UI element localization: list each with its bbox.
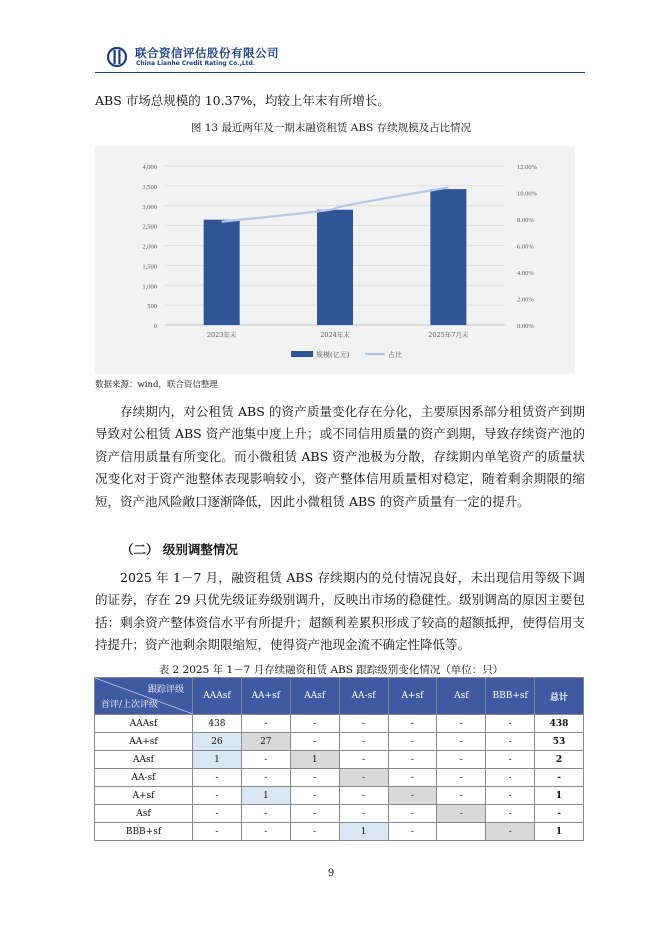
- table-cell: -: [290, 805, 339, 823]
- page-number: 9: [327, 868, 335, 879]
- table-cell: -: [486, 823, 535, 841]
- table-cell: -: [290, 787, 339, 805]
- table-cell: -: [339, 733, 388, 751]
- bar-scale-0: [204, 220, 240, 325]
- table-row: [95, 805, 584, 823]
- table-cell: 438: [193, 715, 242, 733]
- table-corner-header: [95, 678, 193, 715]
- right-axis-tick-label: 6.00%: [517, 243, 534, 251]
- table-cell: -: [241, 823, 290, 841]
- row-label: BBB+sf: [95, 823, 193, 841]
- table-caption: 表 2 2025 年 1－7 月存续融资租赁 ABS 跟踪级别变化情况（单位：只）: [158, 664, 504, 676]
- table-cell: -: [486, 733, 535, 751]
- left-axis-tick-label: 0: [153, 323, 157, 330]
- table-cell: -: [290, 715, 339, 733]
- table-cell: -: [290, 733, 339, 751]
- company-logo-icon: [107, 46, 127, 68]
- table-cell: -: [437, 787, 486, 805]
- column-header: 总计: [535, 678, 584, 715]
- left-axis-tick-label: 4,000: [142, 164, 157, 171]
- rating-change-table: [94, 677, 584, 841]
- row-label: AAAsf: [95, 715, 193, 733]
- table-cell: -: [290, 769, 339, 787]
- table-cell: -: [241, 769, 290, 787]
- legend-swatch-bar: [291, 351, 313, 357]
- legend-label-scale: 规模(亿元): [316, 351, 350, 359]
- table-cell: -: [388, 715, 437, 733]
- table-cell: -: [193, 787, 242, 805]
- left-axis-tick-label: 2,500: [142, 223, 157, 231]
- row-total-cell: 2: [535, 751, 584, 769]
- table-cell: -: [241, 805, 290, 823]
- column-header: AAsf: [290, 678, 339, 715]
- bar-scale-2: [430, 189, 466, 325]
- left-axis-tick-label: 1,000: [142, 283, 157, 291]
- table-row: [95, 823, 584, 841]
- left-axis-tick-label: 500: [147, 303, 157, 311]
- page-header: [95, 38, 585, 73]
- row-total-cell: 1: [535, 787, 584, 805]
- table-cell: -: [339, 787, 388, 805]
- row-label: AA+sf: [95, 733, 193, 751]
- row-label: A+sf: [95, 787, 193, 805]
- table-cell: -: [437, 733, 486, 751]
- x-axis-category-label: 2025年7月末: [428, 331, 469, 339]
- table-cell: -: [241, 751, 290, 769]
- table-cell: -: [437, 805, 486, 823]
- table-cell: -: [290, 823, 339, 841]
- table-cell: -: [193, 823, 242, 841]
- right-axis-tick-label: 12.00%: [517, 164, 538, 171]
- table-row: [95, 751, 584, 769]
- legend-label-share: 占比: [388, 351, 402, 359]
- row-label: AAsf: [95, 751, 193, 769]
- table-row: [95, 715, 584, 733]
- row-total-cell: 438: [535, 715, 584, 733]
- right-axis-tick-label: 4.00%: [517, 270, 534, 277]
- left-axis-tick-label: 3,500: [142, 183, 157, 191]
- table-cell: -: [486, 715, 535, 733]
- right-axis-tick-label: 2.00%: [517, 296, 534, 304]
- section-heading: （二） 级别调整情况: [121, 542, 238, 557]
- corner-top-label: 跟踪评级: [147, 685, 184, 695]
- row-total-cell: -: [535, 769, 584, 787]
- table-cell: -: [388, 805, 437, 823]
- column-header: AA+sf: [241, 678, 290, 715]
- bar-scale-1: [317, 210, 353, 325]
- right-axis-tick-label: 10.00%: [517, 190, 538, 198]
- corner-bottom-label: 首评/上次评级: [101, 700, 159, 710]
- table-cell: -: [388, 733, 437, 751]
- company-name-cn: 联合资信评估股份有限公司: [135, 46, 279, 60]
- table-cell: -: [486, 769, 535, 787]
- table-cell: -: [339, 715, 388, 733]
- x-axis-category-label: 2023年末: [206, 331, 237, 339]
- table-cell: 1: [241, 787, 290, 805]
- column-header: BBB+sf: [486, 678, 535, 715]
- left-axis-tick-label: 3,000: [142, 203, 157, 211]
- table-cell: -: [388, 751, 437, 769]
- table-cell: -: [486, 751, 535, 769]
- table-cell: -: [339, 805, 388, 823]
- table-row: [95, 733, 584, 751]
- table-header-row: [95, 678, 584, 715]
- table-row: [95, 787, 584, 805]
- table-cell: 1: [290, 751, 339, 769]
- right-axis-tick-label: 0.00%: [517, 323, 534, 330]
- table-cell: 1: [193, 751, 242, 769]
- paragraph-asset-quality: 存续期内，对公租赁 ABS 的资产质量变化存在分化，主要原因系部分租赁资产到期导致对公租赁 ABS 资产池集中度上升；或不同信用质量的资产到期，导致存续资产池的资产信用质量有所变化。而小微租赁 ABS 资产池极为分散，存续期内单笔资产的质量状况变化对于资产池整体表现影响较小，资产整体信用质量相对稳定，随着剩余期限的缩短，资产池风险敞口逐渐降低，因此小微租赁 ABS 的资产质量有一定的提升。: [95, 404, 585, 509]
- row-label: Asf: [95, 805, 193, 823]
- column-header: AA-sf: [339, 678, 388, 715]
- table-cell: -: [437, 769, 486, 787]
- table-row: [95, 769, 584, 787]
- column-header: Asf: [437, 678, 486, 715]
- figure-source: 数据来源：wind，联合资信整理: [95, 380, 218, 390]
- table-cell: -: [437, 751, 486, 769]
- table-cell: -: [193, 805, 242, 823]
- table-cell: -: [388, 769, 437, 787]
- row-total-cell: -: [535, 805, 584, 823]
- left-axis-tick-label: 1,500: [142, 263, 157, 271]
- table-cell: -: [241, 715, 290, 733]
- figure-caption: 图 13 最近两年及一期末融资租赁 ABS 存续规模及占比情况: [190, 122, 472, 134]
- row-total-cell: 53: [535, 733, 584, 751]
- table-cell: -: [193, 769, 242, 787]
- row-label: AA-sf: [95, 769, 193, 787]
- column-header: A+sf: [388, 678, 437, 715]
- table-cell: 1: [339, 823, 388, 841]
- table-cell: 27: [241, 733, 290, 751]
- table-cell: -: [486, 805, 535, 823]
- x-axis-category-label: 2024年末: [320, 331, 350, 339]
- row-total-cell: 1: [535, 823, 584, 841]
- table-cell: 26: [193, 733, 242, 751]
- table-cell: -: [388, 787, 437, 805]
- table-cell: [437, 823, 486, 841]
- table-cell: -: [388, 823, 437, 841]
- table-cell: -: [437, 715, 486, 733]
- table-cell: -: [339, 769, 388, 787]
- right-axis-tick-label: 8.00%: [517, 217, 534, 224]
- intro-line: ABS 市场总规模的 10.37%，均较上年末有所增长。: [95, 93, 390, 108]
- paragraph-rating-changes: 2025 年 1－7 月，融资租赁 ABS 存续期内的兑付情况良好，未出现信用等级下调的证券，存在 29 只优先级证券级别调升，反映出市场的稳健性。级别调高的原因主要包括：剩余资产整体资信水平有所提升；超额利差累积形成了较高的超额抵押，使得信用支持提升；资产池剩余期限缩短，使得资产池现金流不确定性降低等。: [95, 570, 585, 653]
- column-header: AAAsf: [193, 678, 242, 715]
- table-cell: -: [339, 751, 388, 769]
- company-name-en: China Lianhe Credit Rating Co.,Ltd.: [136, 60, 256, 67]
- left-axis-tick-label: 2,000: [142, 243, 157, 251]
- abs-scale-chart: [95, 146, 575, 374]
- table-cell: -: [486, 787, 535, 805]
